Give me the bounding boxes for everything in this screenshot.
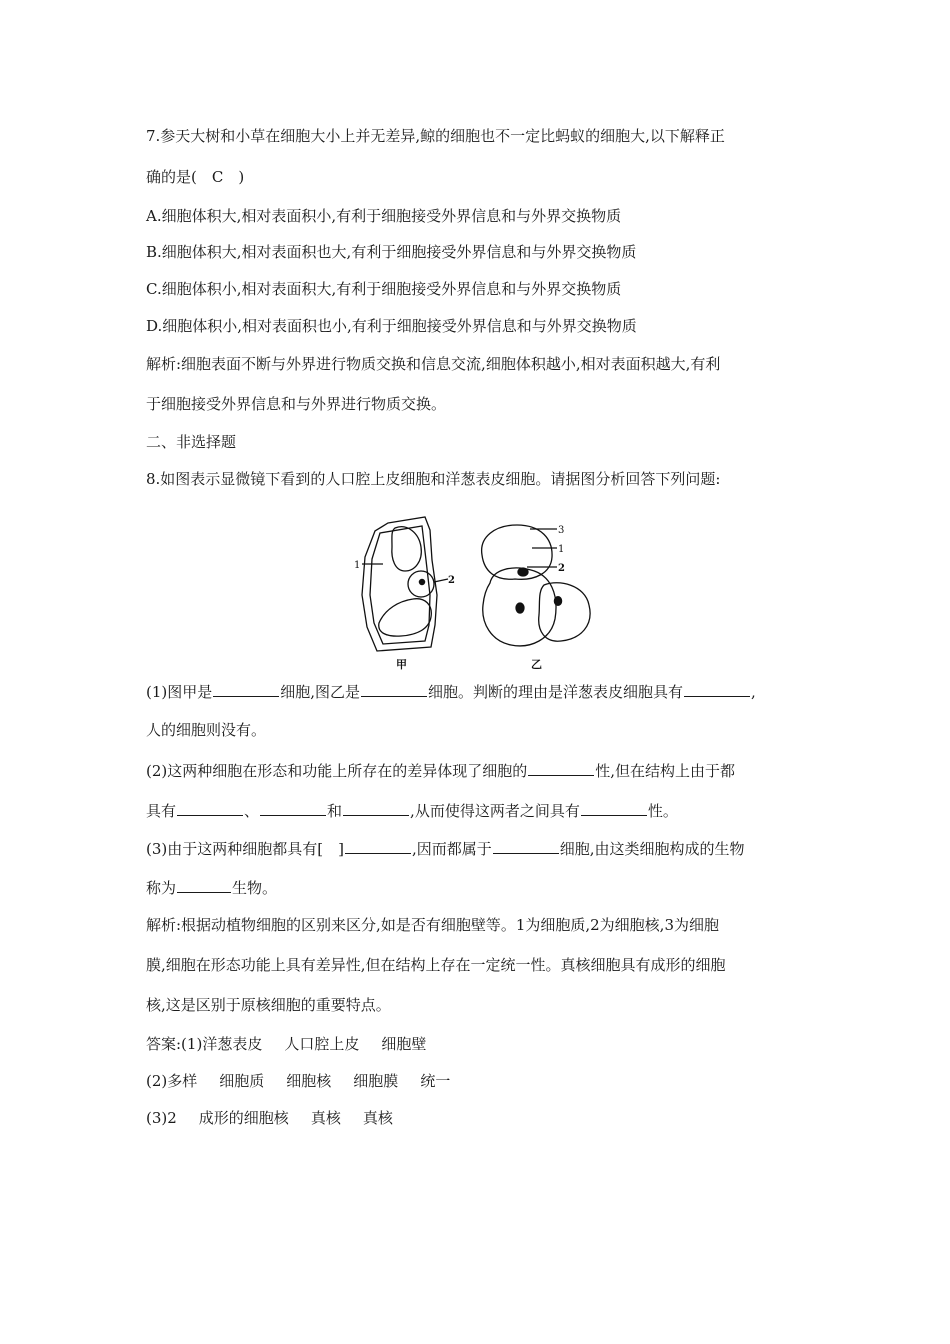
q8-sub2-text-d: 、 <box>244 802 260 820</box>
answer-prefix: (2) <box>146 1072 168 1090</box>
answer-blank <box>493 838 559 854</box>
q8-sub2-text-g: 性。 <box>647 802 678 820</box>
q8-sub3-line1 <box>146 838 745 859</box>
answer-blank <box>581 800 647 816</box>
answer-blank <box>213 681 279 697</box>
onion-epidermis-cell <box>362 517 448 651</box>
answer-item: 统一 <box>420 1072 451 1090</box>
yi-label-1: 1 <box>558 544 565 555</box>
q8-sub2-text-b: 性,但在结构上由于都 <box>595 762 736 780</box>
q7-option-a: A.细胞体积大,相对表面积小,有利于细胞接受外界信息和与外界交换物质 <box>146 207 622 225</box>
answer-item: 细胞质 <box>219 1072 265 1090</box>
q7-analysis-line2: 于细胞接受外界信息和与外界进行物质交换。 <box>146 395 447 413</box>
answer-blank <box>345 838 411 854</box>
q8-sub3-text-a: (3)由于这两种细胞都具有[ ] <box>146 840 344 858</box>
q8-answer-line2 <box>146 1071 450 1091</box>
answer-blank <box>361 681 427 697</box>
figure-label-jia: 甲 <box>396 658 407 671</box>
q7-option-d: D.细胞体积小,相对表面积也小,有利于细胞接受外界信息和与外界交换物质 <box>146 317 637 335</box>
cell-diagram <box>345 515 615 675</box>
q8-sub3-text-e: 生物。 <box>232 879 278 897</box>
q8-analysis-line2: 膜,细胞在形态功能上具有差异性,但在结构上存在一定统一性。真核细胞具有成形的细胞 <box>146 956 726 974</box>
answer-blank <box>528 760 594 776</box>
q7-analysis-line1: 解析:细胞表面不断与外界进行物质交换和信息交流,细胞体积越小,相对表面积越大,有利 <box>146 355 721 373</box>
answer-item: 2 <box>167 1109 177 1127</box>
yi-label-3: 3 <box>558 525 565 536</box>
q8-sub3-text-d: 称为 <box>146 879 177 897</box>
q7-stem-line2: 确的是( C ) <box>146 168 245 186</box>
q7-stem-line1: 7.参天大树和小草在细胞大小上并无差异,鲸的细胞也不一定比蚂蚁的细胞大,以下解释正 <box>146 127 725 145</box>
q8-sub2-text-c: 具有 <box>146 802 177 820</box>
q7-option-b: B.细胞体积大,相对表面积也大,有利于细胞接受外界信息和与外界交换物质 <box>146 243 637 261</box>
section-title: 二、非选择题 <box>146 433 237 451</box>
q8-sub1-text-c: 细胞。判断的理由是洋葱表皮细胞具有 <box>428 683 684 701</box>
answer-blank <box>177 877 231 893</box>
oral-epithelial-cells <box>482 525 590 646</box>
q8-sub2-line2 <box>146 800 678 821</box>
answer-item: 细胞膜 <box>353 1072 399 1090</box>
q8-sub1-line1 <box>146 681 756 702</box>
q8-answer-line1 <box>146 1034 426 1054</box>
q7-option-c: C.细胞体积小,相对表面积大,有利于细胞接受外界信息和与外界交换物质 <box>146 280 622 298</box>
q8-sub2-line1 <box>146 760 735 781</box>
q8-analysis-line1: 解析:根据动植物细胞的区别来区分,如是否有细胞壁等。1为细胞质,2为细胞核,3为细胞 <box>146 916 719 934</box>
q8-answer-line3 <box>146 1108 393 1128</box>
answer-blank <box>343 800 409 816</box>
figure-label-yi: 乙 <box>531 658 542 671</box>
q8-sub3-line2 <box>146 877 277 898</box>
answer-item: 多样 <box>167 1072 198 1090</box>
q8-sub2-text-f: ,从而使得这两者之间具有 <box>410 802 580 820</box>
answer-prefix: (3) <box>146 1109 168 1127</box>
answer-item: 细胞壁 <box>381 1035 427 1053</box>
answer-item: 真核 <box>362 1109 393 1127</box>
q8-sub3-text-c: 细胞,由这类细胞构成的生物 <box>559 840 745 858</box>
answer-prefix: 答案:(1) <box>146 1035 203 1053</box>
answer-blank <box>177 800 243 816</box>
jia-label-1: 1 <box>354 560 361 571</box>
q8-sub1-text-d: , <box>751 683 756 701</box>
answer-item: 细胞核 <box>286 1072 332 1090</box>
answer-item: 成形的细胞核 <box>198 1109 289 1127</box>
answer-blank <box>260 800 326 816</box>
answer-item: 真核 <box>310 1109 341 1127</box>
q8-analysis-line3: 核,这是区别于原核细胞的重要特点。 <box>146 996 391 1014</box>
q8-sub1-line2: 人的细胞则没有。 <box>146 721 267 739</box>
q8-stem: 8.如图表示显微镜下看到的人口腔上皮细胞和洋葱表皮细胞。请据图分析回答下列问题: <box>146 470 721 488</box>
q8-sub1-text-a: (1)图甲是 <box>146 683 213 701</box>
yi-label-2: 2 <box>558 563 565 574</box>
q8-sub3-text-b: ,因而都属于 <box>411 840 492 858</box>
q8-sub2-text-a: (2)这两种细胞在形态和功能上所存在的差异体现了细胞的 <box>146 762 528 780</box>
answer-item: 人口腔上皮 <box>284 1035 360 1053</box>
jia-label-2: 2 <box>448 575 455 586</box>
answer-blank <box>684 681 750 697</box>
q8-sub2-text-e: 和 <box>327 802 343 820</box>
answer-item: 洋葱表皮 <box>202 1035 263 1053</box>
q8-sub1-text-b: 细胞,图乙是 <box>280 683 361 701</box>
